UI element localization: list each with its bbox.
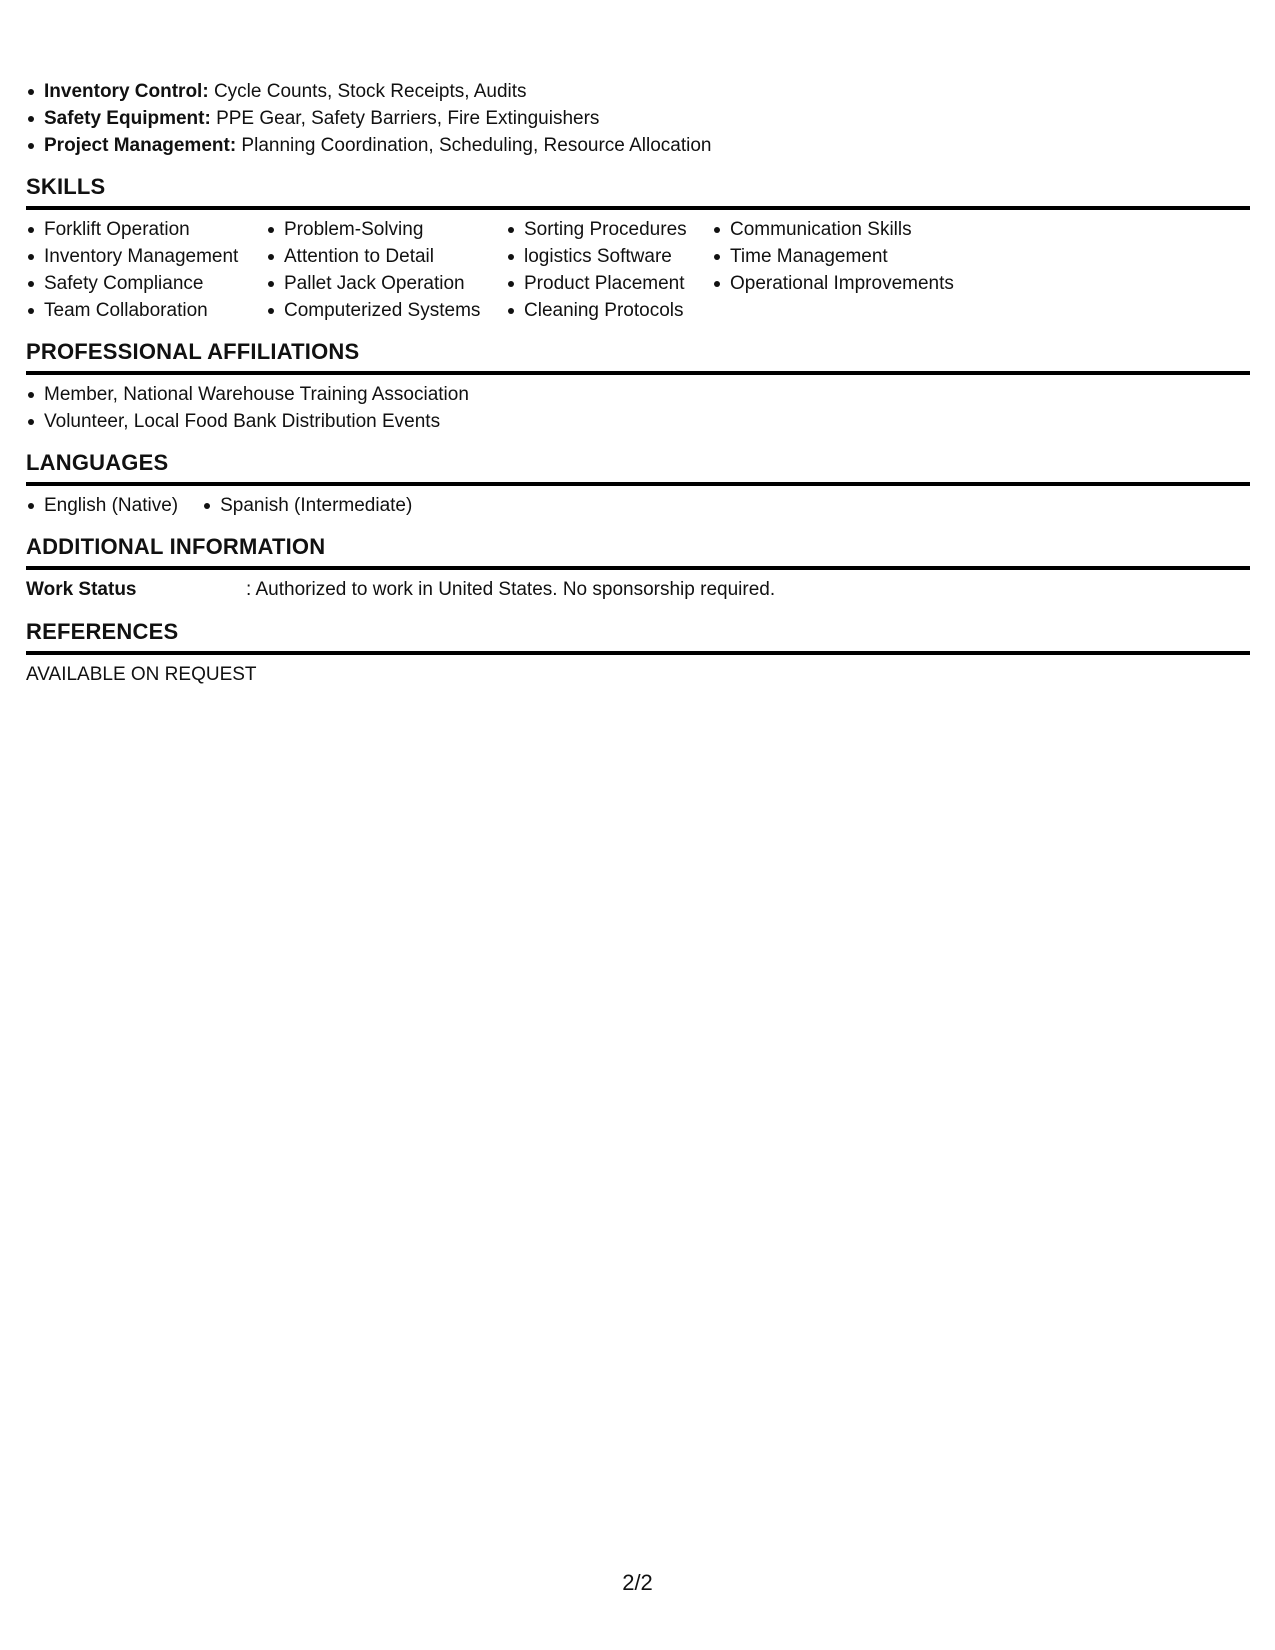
skill-item: Problem-Solving <box>266 216 486 243</box>
languages-section <box>26 449 1250 519</box>
page-number: 2/2 <box>622 1570 653 1595</box>
resume-page <box>26 78 1250 689</box>
section-title: ADDITIONAL INFORMATION <box>26 533 1250 570</box>
skill-item: Pallet Jack Operation <box>266 270 486 297</box>
skill-item: Sorting Procedures <box>506 216 692 243</box>
skill-item: Operational Improvements <box>712 270 972 297</box>
additional-info-section <box>26 533 1250 604</box>
list-item <box>26 78 1250 105</box>
skill-item: logistics Software <box>506 243 692 270</box>
work-status-label: Work Status <box>26 579 137 600</box>
affiliation-item: Member, National Warehouse Training Association <box>26 381 1250 408</box>
skill-item: Forklift Operation <box>26 216 246 243</box>
skill-item: Inventory Management <box>26 243 246 270</box>
list-item <box>26 132 1250 159</box>
languages-list <box>26 492 1250 519</box>
skills-section <box>26 173 1250 324</box>
skill-item: Team Collaboration <box>26 297 246 324</box>
skill-item: Communication Skills <box>712 216 972 243</box>
skills-column <box>266 216 486 324</box>
skill-item: Product Placement <box>506 270 692 297</box>
section-title: REFERENCES <box>26 618 1250 655</box>
skills-grid <box>26 216 1250 324</box>
list-item-label: Inventory Control: <box>44 81 209 102</box>
list-item-label: Project Management: <box>44 135 237 156</box>
affiliations-list <box>26 381 1250 435</box>
list-item-text: Cycle Counts, Stock Receipts, Audits <box>208 81 527 102</box>
section-title: LANGUAGES <box>26 449 1250 486</box>
language-item: Spanish (Intermediate) <box>202 492 412 519</box>
skills-column <box>26 216 246 324</box>
section-title: SKILLS <box>26 173 1250 210</box>
work-status-row <box>26 576 1250 604</box>
list-item-label: Safety Equipment: <box>44 108 211 129</box>
references-text: AVAILABLE ON REQUEST <box>26 664 257 685</box>
skills-column <box>712 216 972 324</box>
list-item-text: Planning Coordination, Scheduling, Resource Allocation <box>236 135 712 156</box>
skill-item: Attention to Detail <box>266 243 486 270</box>
skills-column <box>506 216 692 324</box>
list-item <box>26 105 1250 132</box>
affiliation-item: Volunteer, Local Food Bank Distribution Events <box>26 408 1250 435</box>
work-status-value: : Authorized to work in United States. No sponsorship required. <box>246 579 776 600</box>
skill-item: Time Management <box>712 243 972 270</box>
references-section <box>26 618 1250 689</box>
language-item: English (Native) <box>26 492 178 519</box>
top-skill-list <box>26 78 1250 159</box>
list-item-text: PPE Gear, Safety Barriers, Fire Extinguishers <box>210 108 600 129</box>
skill-item: Computerized Systems <box>266 297 486 324</box>
affiliations-section <box>26 338 1250 435</box>
section-title: PROFESSIONAL AFFILIATIONS <box>26 338 1250 375</box>
skill-item: Safety Compliance <box>26 270 246 297</box>
skill-item: Cleaning Protocols <box>506 297 692 324</box>
